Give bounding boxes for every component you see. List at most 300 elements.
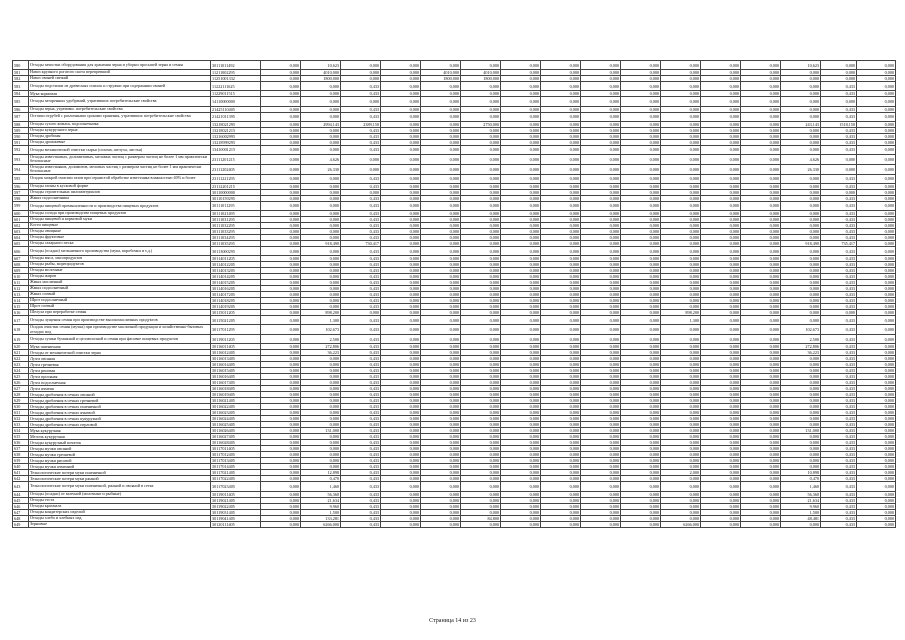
value-cell: 0,000 bbox=[261, 482, 301, 491]
value-cell: 0,000 bbox=[381, 362, 421, 368]
value-cell: 0,000 bbox=[381, 356, 421, 362]
waste-name: Отходы овощные bbox=[29, 228, 211, 234]
value-cell: 0,000 bbox=[461, 410, 501, 416]
value-cell: 0,000 bbox=[421, 368, 461, 374]
row-number: 642 bbox=[13, 476, 29, 482]
value-cell: 0,000 bbox=[501, 70, 541, 76]
value-cell: 0,433 bbox=[341, 183, 381, 189]
value-cell: 0,000 bbox=[701, 392, 741, 398]
value-cell: 0,433 bbox=[821, 145, 857, 154]
value-cell: 0,433 bbox=[821, 91, 857, 97]
fkko-code: 30117012405 bbox=[211, 452, 261, 458]
value-cell: 0,000 bbox=[741, 452, 781, 458]
value-cell: 0,000 bbox=[741, 298, 781, 304]
value-cell: 0,000 bbox=[421, 515, 461, 521]
value-cell: 0,000 bbox=[781, 274, 821, 280]
value-cell: 0,000 bbox=[381, 234, 421, 240]
value-cell: 0,000 bbox=[621, 154, 661, 164]
value-cell: 0,000 bbox=[381, 70, 421, 76]
value-cell: 0,000 bbox=[661, 350, 701, 356]
waste-name: Отходы мяса, мясопродуктов bbox=[29, 256, 211, 262]
value-cell: 0,000 bbox=[781, 174, 821, 183]
value-cell: 0,000 bbox=[421, 392, 461, 398]
value-cell: 0,000 bbox=[261, 82, 301, 91]
value-cell: 0,000 bbox=[381, 256, 421, 262]
value-cell: 0,000 bbox=[381, 335, 421, 344]
value-cell: 0,000 bbox=[781, 183, 821, 189]
value-cell: 0,000 bbox=[857, 458, 896, 464]
value-cell: 0,433 bbox=[821, 298, 857, 304]
value-cell: 0,433 bbox=[341, 497, 381, 503]
waste-name: Отходы пищевой и кормовой муки bbox=[29, 216, 211, 222]
fkko-code: 13218021295 bbox=[211, 121, 261, 127]
value-cell: 0,000 bbox=[781, 434, 821, 440]
value-cell: 0,000 bbox=[541, 398, 581, 404]
value-cell: 0,000 bbox=[381, 491, 421, 497]
value-cell: 0,000 bbox=[381, 183, 421, 189]
value-cell: 0,000 bbox=[541, 316, 581, 325]
value-cell: 0,000 bbox=[341, 61, 381, 70]
fkko-code: 30114018205 bbox=[211, 298, 261, 304]
value-cell: 0,000 bbox=[261, 362, 301, 368]
value-cell: 0,000 bbox=[541, 509, 581, 515]
value-cell: 0,433 bbox=[341, 82, 381, 91]
value-cell: 0,000 bbox=[501, 216, 541, 222]
value-cell: 0,000 bbox=[857, 362, 896, 368]
row-number: 645 bbox=[13, 497, 29, 503]
value-cell: 0,000 bbox=[501, 133, 541, 139]
value-cell: 0,000 bbox=[581, 482, 621, 491]
value-cell: 0,000 bbox=[741, 76, 781, 82]
value-cell: 0,000 bbox=[701, 292, 741, 298]
value-cell: 0,000 bbox=[621, 82, 661, 91]
value-cell: 0,000 bbox=[781, 380, 821, 386]
value-cell: 0,433 bbox=[341, 368, 381, 374]
value-cell: 2,500 bbox=[781, 335, 821, 344]
value-cell: 0,000 bbox=[661, 298, 701, 304]
value-cell: 0,000 bbox=[261, 356, 301, 362]
value-cell: 0,000 bbox=[421, 410, 461, 416]
value-cell: 0,000 bbox=[701, 97, 741, 106]
value-cell: 0,000 bbox=[661, 292, 701, 298]
value-cell: 0,000 bbox=[621, 189, 661, 195]
value-cell: 0,000 bbox=[461, 201, 501, 210]
value-cell: 0,000 bbox=[381, 434, 421, 440]
waste-name: Отходы крахмала bbox=[29, 503, 211, 509]
value-cell: 0,000 bbox=[381, 422, 421, 428]
value-cell: 0,433 bbox=[341, 133, 381, 139]
waste-name: Отходы зерна, утративш. потребительские свойства bbox=[29, 106, 211, 112]
value-cell: 0,000 bbox=[501, 106, 541, 112]
value-cell: 1800,000 bbox=[301, 76, 341, 82]
value-cell: 0,000 bbox=[581, 195, 621, 201]
value-cell: 0,000 bbox=[621, 91, 661, 97]
waste-name: Мука кукурузная bbox=[29, 428, 211, 434]
waste-name: Отходы мучки гречневой bbox=[29, 452, 211, 458]
value-cell: 0,000 bbox=[261, 154, 301, 164]
value-cell: 0,000 bbox=[541, 91, 581, 97]
value-cell: 0,433 bbox=[821, 356, 857, 362]
value-cell: 0,000 bbox=[781, 201, 821, 210]
value-cell: 0,000 bbox=[301, 145, 341, 154]
value-cell: 0,000 bbox=[581, 127, 621, 133]
value-cell: 0,000 bbox=[421, 112, 461, 121]
value-cell: 0,000 bbox=[781, 133, 821, 139]
value-cell: 0,000 bbox=[461, 256, 501, 262]
value-cell: 0,000 bbox=[501, 310, 541, 316]
value-cell: 0,000 bbox=[421, 228, 461, 234]
value-cell: 0,000 bbox=[621, 268, 661, 274]
value-cell: 735,417 bbox=[821, 240, 857, 246]
value-cell: 0,433 bbox=[341, 298, 381, 304]
value-cell: 0,000 bbox=[381, 344, 421, 350]
value-cell: 0,000 bbox=[461, 304, 501, 310]
value-cell: 0,433 bbox=[341, 174, 381, 183]
value-cell: 0,000 bbox=[741, 164, 781, 174]
value-cell: 0,433 bbox=[821, 222, 857, 228]
value-cell: 0,433 bbox=[341, 509, 381, 515]
value-cell: 0,000 bbox=[701, 76, 741, 82]
value-cell: 0,000 bbox=[581, 228, 621, 234]
value-cell: 0,000 bbox=[701, 428, 741, 434]
value-cell: 0,000 bbox=[381, 497, 421, 503]
value-cell: 0,000 bbox=[781, 440, 821, 446]
value-cell: 0,000 bbox=[857, 97, 896, 106]
waste-name: Отходы рыбы, морепродуктов bbox=[29, 262, 211, 268]
value-cell: 0,000 bbox=[621, 262, 661, 268]
value-cell: 0,000 bbox=[701, 280, 741, 286]
value-cell: 0,000 bbox=[621, 174, 661, 183]
value-cell: 0,000 bbox=[701, 416, 741, 422]
fkko-code: 30117011405 bbox=[211, 446, 261, 452]
value-cell: 0,000 bbox=[581, 139, 621, 145]
value-cell: 0,000 bbox=[581, 91, 621, 97]
waste-name: Технологические потери муки пшеничной bbox=[29, 470, 211, 476]
value-cell: 0,000 bbox=[581, 521, 621, 527]
value-cell: 0,000 bbox=[701, 335, 741, 344]
value-cell: 0,000 bbox=[501, 374, 541, 380]
value-cell: 0,000 bbox=[661, 256, 701, 262]
value-cell: 0,000 bbox=[741, 286, 781, 292]
row-number: 624 bbox=[13, 368, 29, 374]
value-cell: 0,000 bbox=[421, 386, 461, 392]
value-cell: 0,000 bbox=[541, 234, 581, 240]
value-cell: 0,000 bbox=[701, 374, 741, 380]
row-number: 588 bbox=[13, 121, 29, 127]
value-cell: 0,000 bbox=[541, 210, 581, 216]
value-cell: 0,000 bbox=[301, 404, 341, 410]
fkko-code: 13216002995 bbox=[211, 133, 261, 139]
value-cell: 0,000 bbox=[261, 121, 301, 127]
value-cell: 0,000 bbox=[581, 446, 621, 452]
value-cell: 0,000 bbox=[781, 446, 821, 452]
value-cell: 0,000 bbox=[857, 392, 896, 398]
value-cell: 0,000 bbox=[661, 240, 701, 246]
table-row bbox=[13, 335, 896, 344]
value-cell: 0,000 bbox=[381, 452, 421, 458]
value-cell: 0,000 bbox=[421, 262, 461, 268]
value-cell: 0,000 bbox=[701, 304, 741, 310]
value-cell: 0,000 bbox=[261, 422, 301, 428]
value-cell: 0,000 bbox=[741, 410, 781, 416]
value-cell: 0,000 bbox=[461, 246, 501, 255]
value-cell: 0,000 bbox=[541, 97, 581, 106]
value-cell: 4,626 bbox=[301, 154, 341, 164]
value-cell: 0,000 bbox=[421, 298, 461, 304]
value-cell: 0,000 bbox=[541, 292, 581, 298]
value-cell: 0,433 bbox=[341, 503, 381, 509]
fkko-code: 11211002295 bbox=[211, 70, 261, 76]
value-cell: 0,433 bbox=[821, 521, 857, 527]
value-cell: 0,000 bbox=[701, 286, 741, 292]
value-cell: 0,000 bbox=[821, 189, 857, 195]
value-cell: 0,000 bbox=[701, 482, 741, 491]
row-number: 594 bbox=[13, 164, 29, 174]
value-cell: 0,000 bbox=[661, 70, 701, 76]
value-cell: 0,000 bbox=[381, 121, 421, 127]
value-cell: 0,000 bbox=[621, 292, 661, 298]
value-cell: 0,000 bbox=[857, 216, 896, 222]
value-cell: 4010,000 bbox=[461, 70, 501, 76]
value-cell: 0,433 bbox=[821, 446, 857, 452]
value-cell: 0,000 bbox=[661, 91, 701, 97]
value-cell: 0,000 bbox=[301, 222, 341, 228]
value-cell: 0,000 bbox=[461, 374, 501, 380]
value-cell: 0,000 bbox=[741, 139, 781, 145]
value-cell: 0,000 bbox=[621, 139, 661, 145]
value-cell: 0,000 bbox=[381, 458, 421, 464]
value-cell: 0,000 bbox=[741, 70, 781, 76]
value-cell: 0,000 bbox=[701, 476, 741, 482]
value-cell: 0,000 bbox=[501, 476, 541, 482]
value-cell: 0,000 bbox=[421, 183, 461, 189]
value-cell: 0,000 bbox=[501, 440, 541, 446]
value-cell: 0,000 bbox=[261, 374, 301, 380]
value-cell: 0,000 bbox=[501, 362, 541, 368]
page-footer: Страница 14 из 23 bbox=[429, 618, 476, 624]
value-cell: 0,000 bbox=[857, 268, 896, 274]
value-cell: 2,500 bbox=[301, 335, 341, 344]
value-cell: 0,000 bbox=[857, 428, 896, 434]
value-cell: 0,000 bbox=[421, 404, 461, 410]
value-cell: 0,000 bbox=[541, 70, 581, 76]
value-cell: 0,433 bbox=[821, 515, 857, 521]
value-cell: 0,000 bbox=[421, 452, 461, 458]
value-cell: 0,000 bbox=[781, 70, 821, 76]
value-cell: 0,000 bbox=[421, 222, 461, 228]
value-cell: 0,433 bbox=[821, 476, 857, 482]
value-cell: 0,000 bbox=[261, 470, 301, 476]
value-cell: 0,000 bbox=[741, 392, 781, 398]
row-number: 605 bbox=[13, 240, 29, 246]
value-cell: 0,000 bbox=[857, 368, 896, 374]
value-cell: 0,000 bbox=[261, 458, 301, 464]
value-cell: 0,000 bbox=[381, 509, 421, 515]
value-cell: 0,000 bbox=[381, 280, 421, 286]
value-cell: 0,000 bbox=[261, 398, 301, 404]
value-cell: 0,000 bbox=[621, 482, 661, 491]
value-cell: 0,000 bbox=[541, 350, 581, 356]
value-cell: 0,000 bbox=[701, 440, 741, 446]
value-cell: 0,000 bbox=[421, 82, 461, 91]
value-cell: 0,000 bbox=[341, 164, 381, 174]
value-cell: 0,000 bbox=[301, 201, 341, 210]
value-cell: 0,000 bbox=[421, 127, 461, 133]
value-cell: 0,000 bbox=[621, 503, 661, 509]
value-cell: 0,000 bbox=[381, 164, 421, 174]
value-cell: 0,000 bbox=[501, 127, 541, 133]
value-cell: 0,000 bbox=[621, 356, 661, 362]
value-cell: 0,433 bbox=[821, 428, 857, 434]
value-cell: 0,433 bbox=[821, 139, 857, 145]
value-cell: 0,000 bbox=[581, 452, 621, 458]
row-number: 623 bbox=[13, 362, 29, 368]
value-cell: 0,000 bbox=[857, 380, 896, 386]
value-cell: 0,000 bbox=[781, 386, 821, 392]
value-cell: 0,000 bbox=[621, 210, 661, 216]
fkko-code: 30111011492 bbox=[211, 61, 261, 70]
value-cell: 0,000 bbox=[701, 201, 741, 210]
value-cell: 0,433 bbox=[821, 440, 857, 446]
value-cell: 0,000 bbox=[421, 292, 461, 298]
row-number: 635 bbox=[13, 434, 29, 440]
value-cell: 0,000 bbox=[421, 154, 461, 164]
waste-name: Мелочь кукурузная bbox=[29, 434, 211, 440]
waste-name: Отходы сухого жмыха, подсолнечника bbox=[29, 121, 211, 127]
value-cell: 0,433 bbox=[341, 325, 381, 335]
fkko-code: 23112201215 bbox=[211, 183, 261, 189]
value-cell: 898,200 bbox=[301, 310, 341, 316]
waste-name: Жмых соевый bbox=[29, 292, 211, 298]
value-cell: 0,000 bbox=[857, 325, 896, 335]
value-cell: 0,000 bbox=[857, 434, 896, 440]
value-cell: 0,000 bbox=[381, 76, 421, 82]
value-cell: 0,433 bbox=[821, 374, 857, 380]
value-cell: 0,000 bbox=[741, 356, 781, 362]
fkko-code: 30116027405 bbox=[211, 434, 261, 440]
value-cell: 0,433 bbox=[821, 195, 857, 201]
value-cell: 0,000 bbox=[461, 234, 501, 240]
value-cell: 0,000 bbox=[701, 106, 741, 112]
value-cell: 0,000 bbox=[501, 61, 541, 70]
fkko-code: 30111032295 bbox=[211, 222, 261, 228]
value-cell: 0,000 bbox=[661, 82, 701, 91]
value-cell: 0,433 bbox=[341, 280, 381, 286]
value-cell: 0,000 bbox=[741, 106, 781, 112]
value-cell: 0,000 bbox=[381, 350, 421, 356]
fkko-code: 30114011205 bbox=[211, 256, 261, 262]
value-cell: 0,000 bbox=[661, 335, 701, 344]
waste-name: Отходы фруктовые bbox=[29, 234, 211, 240]
value-cell: 0,000 bbox=[581, 392, 621, 398]
value-cell: 1,460 bbox=[781, 482, 821, 491]
value-cell: 0,000 bbox=[701, 183, 741, 189]
value-cell: 0,000 bbox=[341, 76, 381, 82]
value-cell: 0,000 bbox=[741, 274, 781, 280]
value-cell: 0,000 bbox=[741, 386, 781, 392]
value-cell: 0,000 bbox=[381, 268, 421, 274]
value-cell: 0,433 bbox=[821, 256, 857, 262]
row-number: 581 bbox=[13, 70, 29, 76]
fkko-code: 30114013205 bbox=[211, 268, 261, 274]
table-row bbox=[13, 482, 896, 491]
row-number: 609 bbox=[13, 268, 29, 274]
value-cell: 2994,143 bbox=[301, 121, 341, 127]
value-cell: 0,000 bbox=[661, 106, 701, 112]
value-cell: 0,000 bbox=[661, 356, 701, 362]
value-cell: 0,000 bbox=[421, 121, 461, 127]
value-cell: 0,000 bbox=[301, 304, 341, 310]
value-cell: 0,000 bbox=[501, 491, 541, 497]
value-cell: 12,898 bbox=[301, 470, 341, 476]
value-cell: 0,000 bbox=[661, 422, 701, 428]
value-cell: 0,000 bbox=[661, 286, 701, 292]
value-cell: 0,000 bbox=[701, 470, 741, 476]
value-cell: 0,000 bbox=[301, 97, 341, 106]
value-cell: 0,000 bbox=[541, 256, 581, 262]
value-cell: 0,000 bbox=[541, 240, 581, 246]
value-cell: 0,000 bbox=[381, 398, 421, 404]
value-cell: 1800,000 bbox=[461, 76, 501, 82]
value-cell: 0,000 bbox=[261, 210, 301, 216]
value-cell: 0,000 bbox=[421, 434, 461, 440]
value-cell: 0,000 bbox=[461, 222, 501, 228]
value-cell: 0,000 bbox=[461, 280, 501, 286]
value-cell: 0,000 bbox=[821, 97, 857, 106]
value-cell: 0,000 bbox=[261, 70, 301, 76]
value-cell: 0,000 bbox=[421, 335, 461, 344]
value-cell: 0,000 bbox=[501, 280, 541, 286]
value-cell: 0,000 bbox=[701, 70, 741, 76]
value-cell: 6266,000 bbox=[661, 521, 701, 527]
value-cell: 0,433 bbox=[341, 344, 381, 350]
value-cell: 0,000 bbox=[741, 145, 781, 154]
value-cell: 0,000 bbox=[701, 133, 741, 139]
value-cell: 0,000 bbox=[581, 222, 621, 228]
waste-name: Шрот соевый bbox=[29, 304, 211, 310]
value-cell: 0,000 bbox=[461, 458, 501, 464]
value-cell: 0,000 bbox=[261, 304, 301, 310]
value-cell: 0,000 bbox=[741, 434, 781, 440]
value-cell: 0,000 bbox=[741, 428, 781, 434]
value-cell: 0,000 bbox=[857, 222, 896, 228]
value-cell: 0,000 bbox=[421, 482, 461, 491]
value-cell: 0,000 bbox=[581, 458, 621, 464]
value-cell: 0,000 bbox=[461, 127, 501, 133]
value-cell: 0,000 bbox=[781, 268, 821, 274]
value-cell: 0,000 bbox=[261, 133, 301, 139]
value-cell: 0,000 bbox=[741, 256, 781, 262]
value-cell: 0,000 bbox=[741, 325, 781, 335]
value-cell: 0,000 bbox=[857, 195, 896, 201]
value-cell: 0,000 bbox=[421, 195, 461, 201]
value-cell: 0,000 bbox=[381, 392, 421, 398]
value-cell: 0,000 bbox=[857, 476, 896, 482]
value-cell: 0,000 bbox=[781, 106, 821, 112]
value-cell: 0,000 bbox=[661, 154, 701, 164]
value-cell: 0,000 bbox=[261, 201, 301, 210]
value-cell: 0,000 bbox=[301, 434, 341, 440]
fkko-code: 30113000295 bbox=[211, 246, 261, 255]
fkko-code: 30119021405 bbox=[211, 497, 261, 503]
value-cell: 0,000 bbox=[741, 154, 781, 164]
value-cell: 0,000 bbox=[661, 304, 701, 310]
value-cell: 0,000 bbox=[261, 280, 301, 286]
value-cell: 0,000 bbox=[781, 139, 821, 145]
value-cell: 0,000 bbox=[381, 446, 421, 452]
value-cell: 0,000 bbox=[501, 392, 541, 398]
value-cell: 0,433 bbox=[821, 503, 857, 509]
